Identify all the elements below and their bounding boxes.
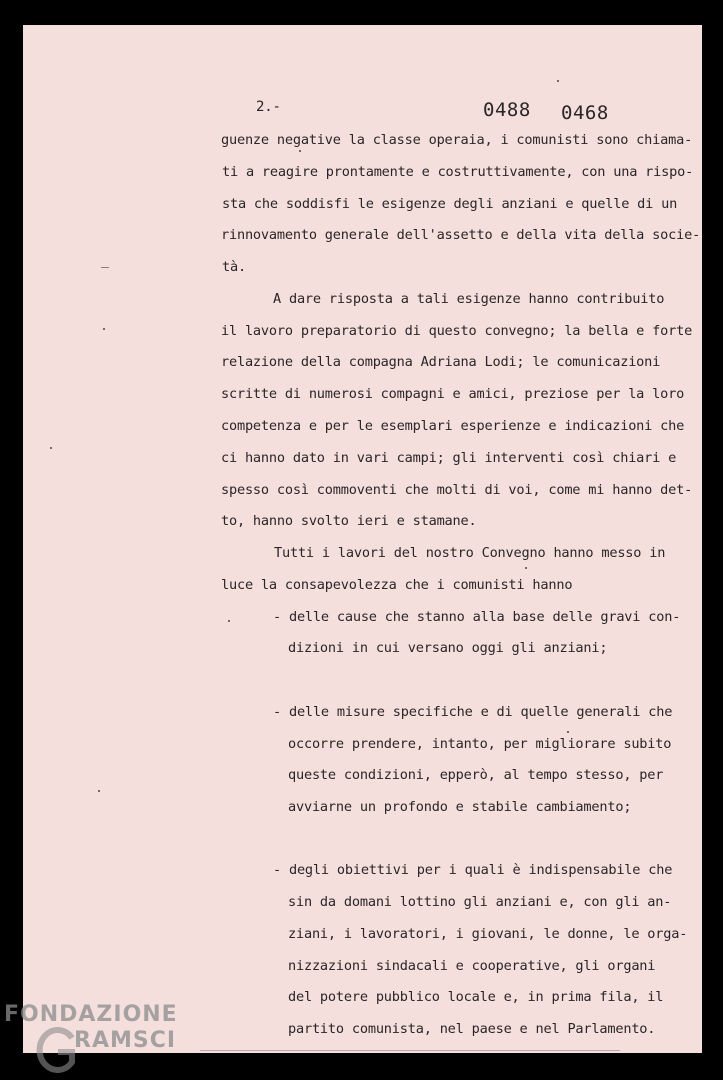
list-item-line: sin da domani lottino gli anziani e, con gli an- <box>288 894 672 910</box>
list-item-line: avviarne un profondo e stabile cambiamento; <box>288 799 632 815</box>
text-line: ci hanno dato in vari campi; gli interventi così chiari e <box>221 450 677 466</box>
text-line: tà. <box>222 259 246 275</box>
list-item-line: dizioni in cui versano oggi gli anziani; <box>288 640 608 656</box>
paper-speck <box>50 447 52 449</box>
list-item-line: occorre prendere, intanto, per migliorare subito <box>288 736 672 752</box>
list-item-line: - degli obiettivi per i quali è indispensabile che <box>273 862 673 878</box>
page-number: 2.- <box>256 99 281 115</box>
text-line: rinnovamento generale dell'assetto e della vita della socie- <box>221 227 701 243</box>
text-line: ti a reagire prontamente e costruttivamente, con una rispo- <box>222 164 694 180</box>
paper-speck <box>557 80 559 82</box>
text-line: guenze negative la classe operaia, i comunisti sono chiama- <box>221 132 693 148</box>
text-line: sta che soddisfi le esigenze degli anziani e quelle di un <box>222 196 678 212</box>
text-line: relazione della compagna Adriana Lodi; le comunicazioni <box>221 354 661 370</box>
paper-speck <box>525 567 527 569</box>
text-line: spesso così commoventi che molti di voi, come mi hanno det- <box>221 482 693 498</box>
list-item-line: nizzazioni sindacali e cooperative, gli organi <box>288 958 656 974</box>
list-item-line: del potere pubblico locale e, in prima fila, il <box>288 989 664 1005</box>
text-line: to, hanno svolto ieri e stamane. <box>221 513 477 529</box>
list-item-line: ziani, i lavoratori, i giovani, le donne, le orga- <box>288 926 688 942</box>
watermark-line-1: FONDAZIONE <box>4 1002 178 1027</box>
paper-speck <box>228 620 230 622</box>
watermark-line-2: RAMSCI <box>74 1028 177 1053</box>
list-item-line: partito comunista, nel paese e nel Parlamento. <box>288 1021 656 1037</box>
paper-speck <box>567 731 569 733</box>
archive-number-1: 0488 <box>483 99 531 121</box>
paper-mark <box>200 1050 620 1051</box>
text-line: luce la consapevolezza che i comunisti hanno <box>221 577 573 593</box>
archive-watermark <box>2 1000 202 1078</box>
text-line: il lavoro preparatorio di questo convegno; la bella e forte <box>221 323 693 339</box>
list-item-line: - delle misure specifiche e di quelle generali che <box>273 704 673 720</box>
paper-mark <box>101 267 109 268</box>
text-line: competenza e per le esemplari esperienze e indicazioni che <box>221 418 685 434</box>
paper-speck <box>103 328 105 330</box>
text-line: Tutti i lavori del nostro Convegno hanno messo in <box>274 545 666 561</box>
list-item-line: - delle cause che stanno alla base delle gravi con- <box>273 609 681 625</box>
text-line: scritte di numerosi compagni e amici, preziose per la loro <box>221 386 685 402</box>
archive-number-2: 0468 <box>561 102 609 124</box>
text-line: A dare risposta a tali esigenze hanno contribuito <box>273 291 665 307</box>
paper-speck <box>98 790 100 792</box>
paper-speck <box>299 150 301 152</box>
list-item-line: queste condizioni, epperò, al tempo stesso, per <box>288 767 664 783</box>
watermark-g-icon <box>32 1024 76 1076</box>
